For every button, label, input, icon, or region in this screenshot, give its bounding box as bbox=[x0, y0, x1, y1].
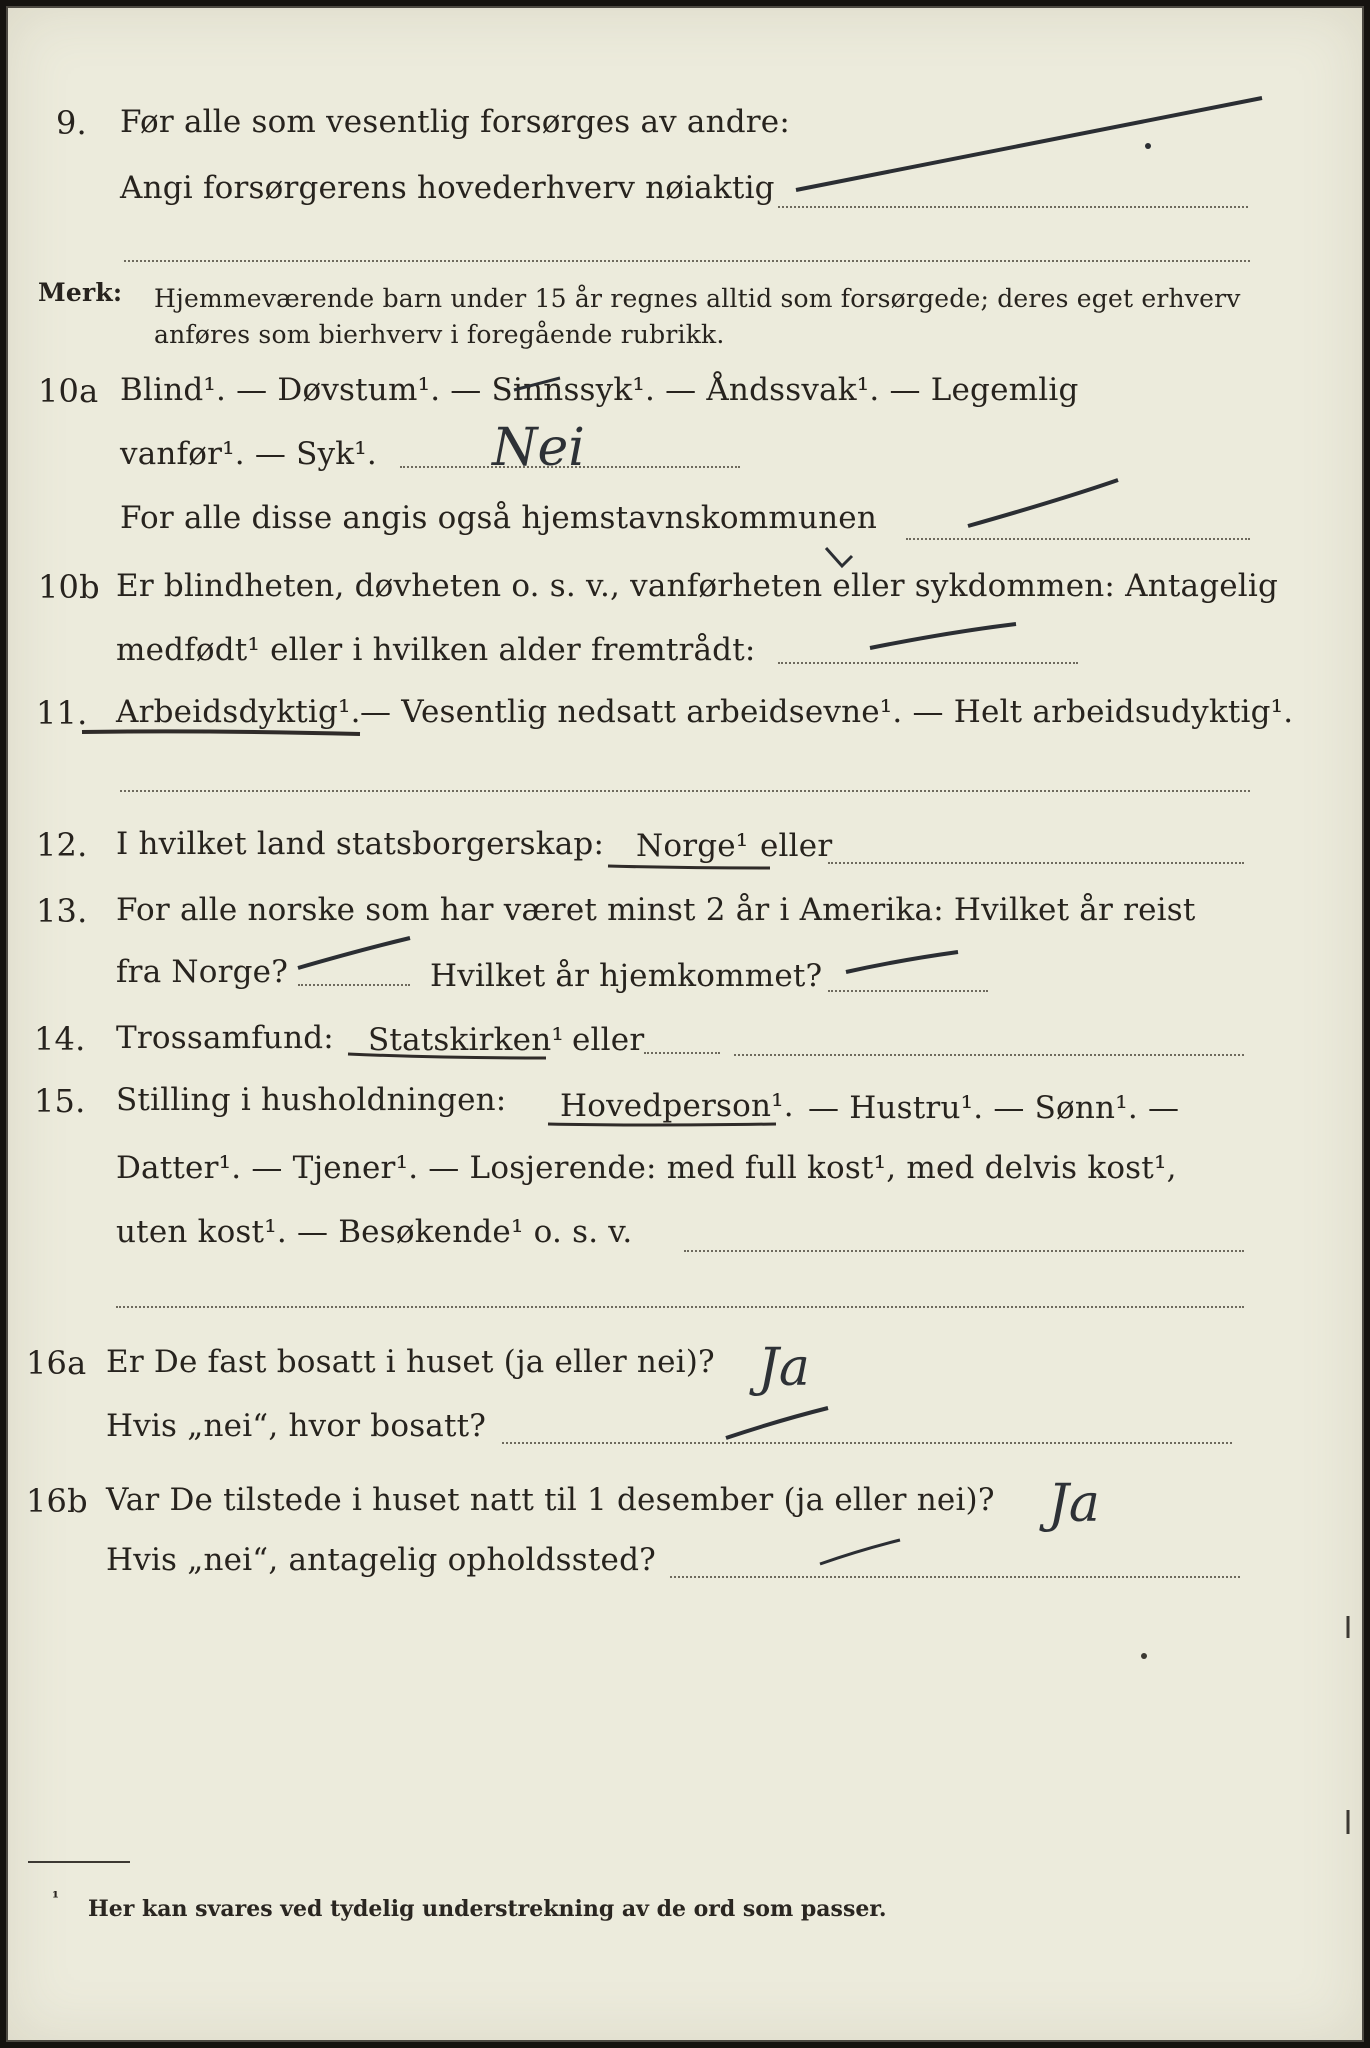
q13-number: 13. bbox=[36, 892, 88, 930]
q14-option-statskirken: Statskirken¹ bbox=[368, 1022, 564, 1058]
q9-answer-line bbox=[778, 206, 1248, 208]
q13-line1: For alle norske som har været minst 2 år i Amerika: Hvilket år reist bbox=[116, 892, 1196, 928]
q16b-answer-line bbox=[670, 1576, 1240, 1578]
q11-rest: — Vesentlig nedsatt arbeidsevne¹. — Helt arbeidsudyktig¹. bbox=[360, 694, 1294, 730]
q15-extra-line bbox=[116, 1306, 1244, 1308]
q12-answer-line bbox=[828, 862, 1244, 864]
q10a-line3: For alle disse angis også hjemstavnskommunen bbox=[120, 500, 877, 536]
merk-label: Merk: bbox=[38, 278, 123, 307]
q10b-number: 10b bbox=[38, 568, 100, 606]
q12-number: 12. bbox=[36, 826, 88, 864]
q13-line2b: Hvilket år hjemkommet? bbox=[430, 958, 823, 994]
q15-rest1: — Hustru¹. — Sønn¹. — bbox=[808, 1090, 1180, 1126]
q13-departure-line bbox=[298, 984, 410, 986]
q10a-line1: Blind¹. — Døvstum¹. — Sinnssyk¹. — Åndssvak¹. — Legemlig bbox=[120, 372, 1079, 408]
q10b-answer-line bbox=[778, 662, 1078, 664]
q15-line3: uten kost¹. — Besøkende¹ o. s. v. bbox=[116, 1214, 633, 1250]
q11-option-arbeidsdyktig: Arbeidsdyktig¹. bbox=[116, 694, 361, 730]
q13-return-line bbox=[828, 990, 988, 992]
q9-line1: Før alle som vesentlig forsørges av andre: bbox=[120, 104, 790, 140]
q15-answer-line bbox=[684, 1250, 1244, 1252]
q10a-line2: vanfør¹. — Syk¹. bbox=[120, 436, 377, 472]
q14-number: 14. bbox=[34, 1020, 86, 1058]
census-form-page bbox=[6, 6, 1364, 2042]
q16b-number: 16b bbox=[26, 1482, 88, 1520]
q10b-line2: medfødt¹ eller i hvilken alder fremtrådt: bbox=[116, 632, 756, 668]
q16b-handwritten-answer: Ja bbox=[1048, 1474, 1100, 1534]
q10a-handwritten-answer: Nei bbox=[492, 418, 585, 478]
q14-rest: eller bbox=[572, 1022, 645, 1058]
footnote-text: Her kan svares ved tydelig understrekning av de ord som passer. bbox=[88, 1896, 887, 1922]
q13-line2a: fra Norge? bbox=[116, 954, 289, 990]
q10b-line1: Er blindheten, døvheten o. s. v., vanførheten eller sykdommen: Antagelig bbox=[116, 568, 1279, 604]
q15-text: Stilling i husholdningen: bbox=[116, 1082, 507, 1118]
q11-extra-line bbox=[120, 790, 1250, 792]
q16a-line2: Hvis „nei“, hvor bosatt? bbox=[106, 1408, 487, 1444]
q12-rest: eller bbox=[760, 828, 833, 864]
q14-answer-line-b bbox=[734, 1054, 1244, 1056]
q9-extra-line bbox=[124, 260, 1250, 262]
q12-option-norge: Norge¹ bbox=[636, 828, 749, 864]
q10a-home-line bbox=[906, 538, 1250, 540]
q9-number: 9. bbox=[56, 104, 87, 142]
q11-number: 11. bbox=[36, 694, 88, 732]
q16b-line1: Var De tilstede i huset natt til 1 desember (ja eller nei)? bbox=[106, 1482, 995, 1518]
q14-answer-line-a bbox=[644, 1052, 720, 1054]
q14-text: Trossamfund: bbox=[116, 1020, 334, 1056]
q12-text: I hvilket land statsborgerskap: bbox=[116, 826, 605, 862]
q16a-line1: Er De fast bosatt i huset (ja eller nei)? bbox=[106, 1344, 715, 1380]
merk-line1: Hjemmeværende barn under 15 år regnes alltid som forsørgede; deres eget erhverv bbox=[154, 284, 1241, 313]
q16a-answer-line bbox=[502, 1442, 1232, 1444]
q15-line2: Datter¹. — Tjener¹. — Losjerende: med full kost¹, med delvis kost¹, bbox=[116, 1150, 1177, 1186]
q15-option-hovedperson: Hovedperson¹. bbox=[560, 1088, 794, 1124]
merk-line2: anføres som bierhverv i foregående rubrikk. bbox=[154, 320, 725, 349]
q16b-line2: Hvis „nei“, antagelig opholdssted? bbox=[106, 1542, 656, 1578]
q9-line2: Angi forsørgerens hovederhverv nøiaktig bbox=[120, 170, 775, 206]
q16a-number: 16a bbox=[26, 1344, 87, 1382]
q15-number: 15. bbox=[34, 1082, 86, 1120]
q10a-number: 10a bbox=[38, 372, 99, 410]
footnote-mark: ¹ bbox=[52, 1888, 60, 1907]
q16a-handwritten-answer: Ja bbox=[758, 1338, 810, 1398]
